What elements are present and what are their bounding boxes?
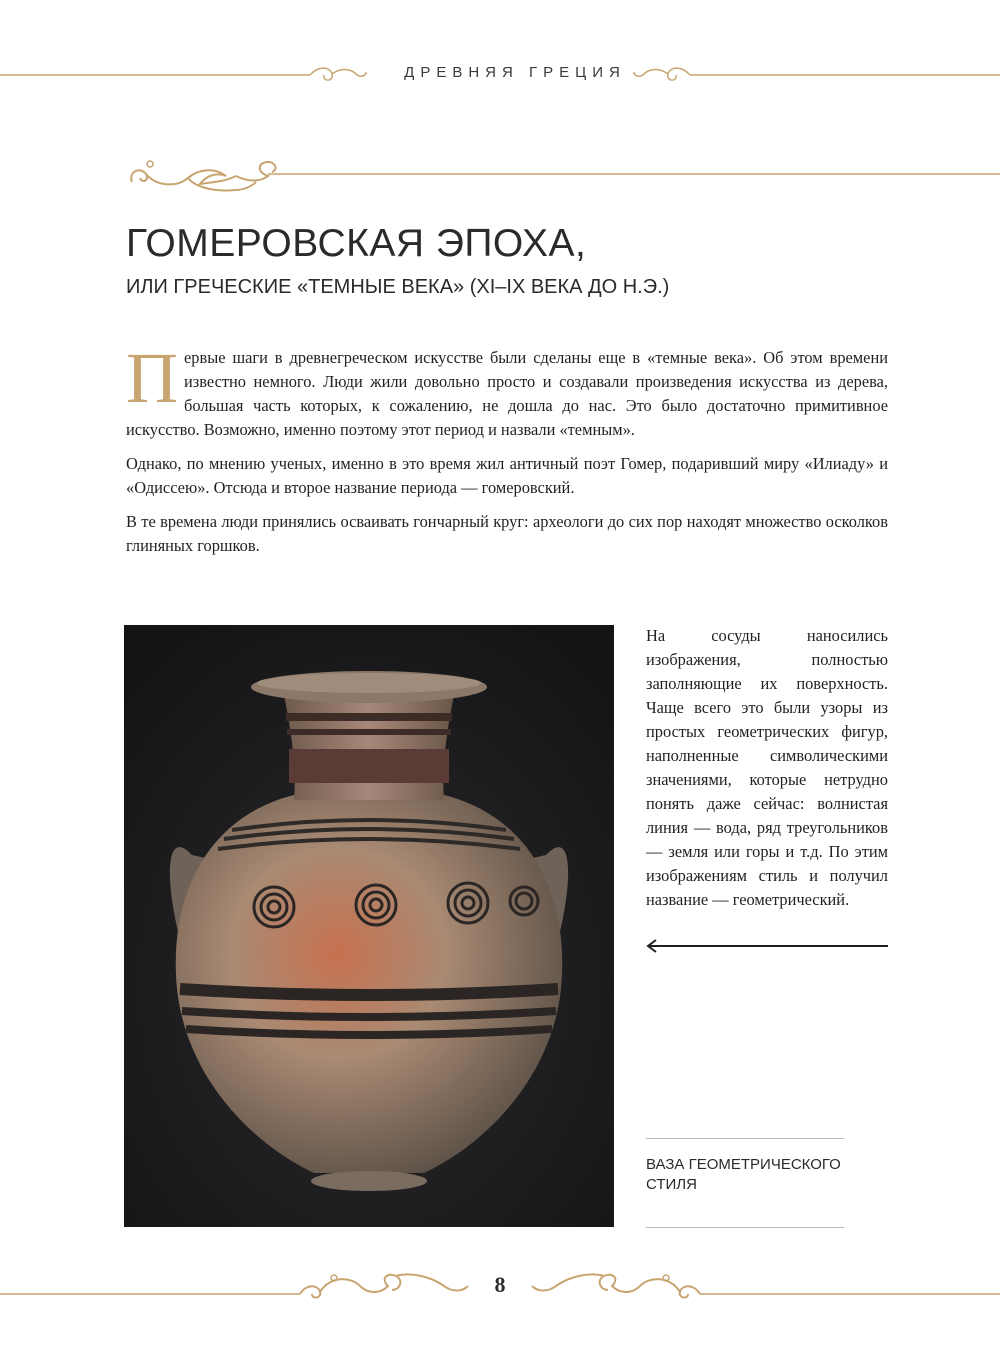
page-title: ГОМЕРОВСКАЯ ЭПОХА, (126, 222, 587, 265)
caption-rule-top (646, 1138, 844, 1139)
paragraph-1 (126, 338, 888, 442)
caption-rule-bottom (646, 1227, 844, 1228)
vase-illustration (124, 625, 614, 1227)
paragraph-2: Однако, по мнению ученых, именно в это время жил античный поэт Гомер, подаривший миру «Илиаду» и «Одиссею». Отсюда и второе название периода — гомеровский. (126, 454, 888, 497)
running-title: ДРЕВНЯЯ ГРЕЦИЯ (404, 64, 626, 81)
photo-caption: ВАЗА ГЕОМЕТРИЧЕСКОГО СТИЛЯ (646, 1156, 841, 1193)
sidebar-text: На сосуды наносились изображения, полностью заполняющие их поверхность. Чаще всего это были узоры из простых геометрических фигур, наполненные символическими значениями, которые нетрудно понять даже сейчас: волнистая линия — вода, ряд треугольников — земля или горы и т.д. По этим изображениям стиль и получил название — геометрический. (646, 626, 888, 909)
page-number: 8 (494, 1272, 506, 1297)
drop-cap: П (126, 338, 178, 418)
arrow-left-icon (644, 938, 890, 954)
paragraph-1-text: ервые шаги в древнегреческом искусстве были сделаны еще в «темные века». Об этом времени известно немного. Люди жили довольно просто и создавали произведения искусства из дерева, большая часть которых, к сожалению, не дошла до нас. Это было достаточно примитивное искусство. Возможно, именно поэтому этот период и назвали «темным». (126, 348, 888, 439)
section-ornament (126, 152, 1000, 202)
paragraph-3: В те времена люди принялись осваивать гончарный круг: археологи до сих пор находят множество осколков глиняных горшков. (126, 512, 888, 555)
vase-photo (124, 625, 614, 1227)
page-subtitle: ИЛИ ГРЕЧЕСКИЕ «ТЕМНЫЕ ВЕКА» (XI–IX ВЕКА ДО Н.Э.) (126, 276, 670, 298)
